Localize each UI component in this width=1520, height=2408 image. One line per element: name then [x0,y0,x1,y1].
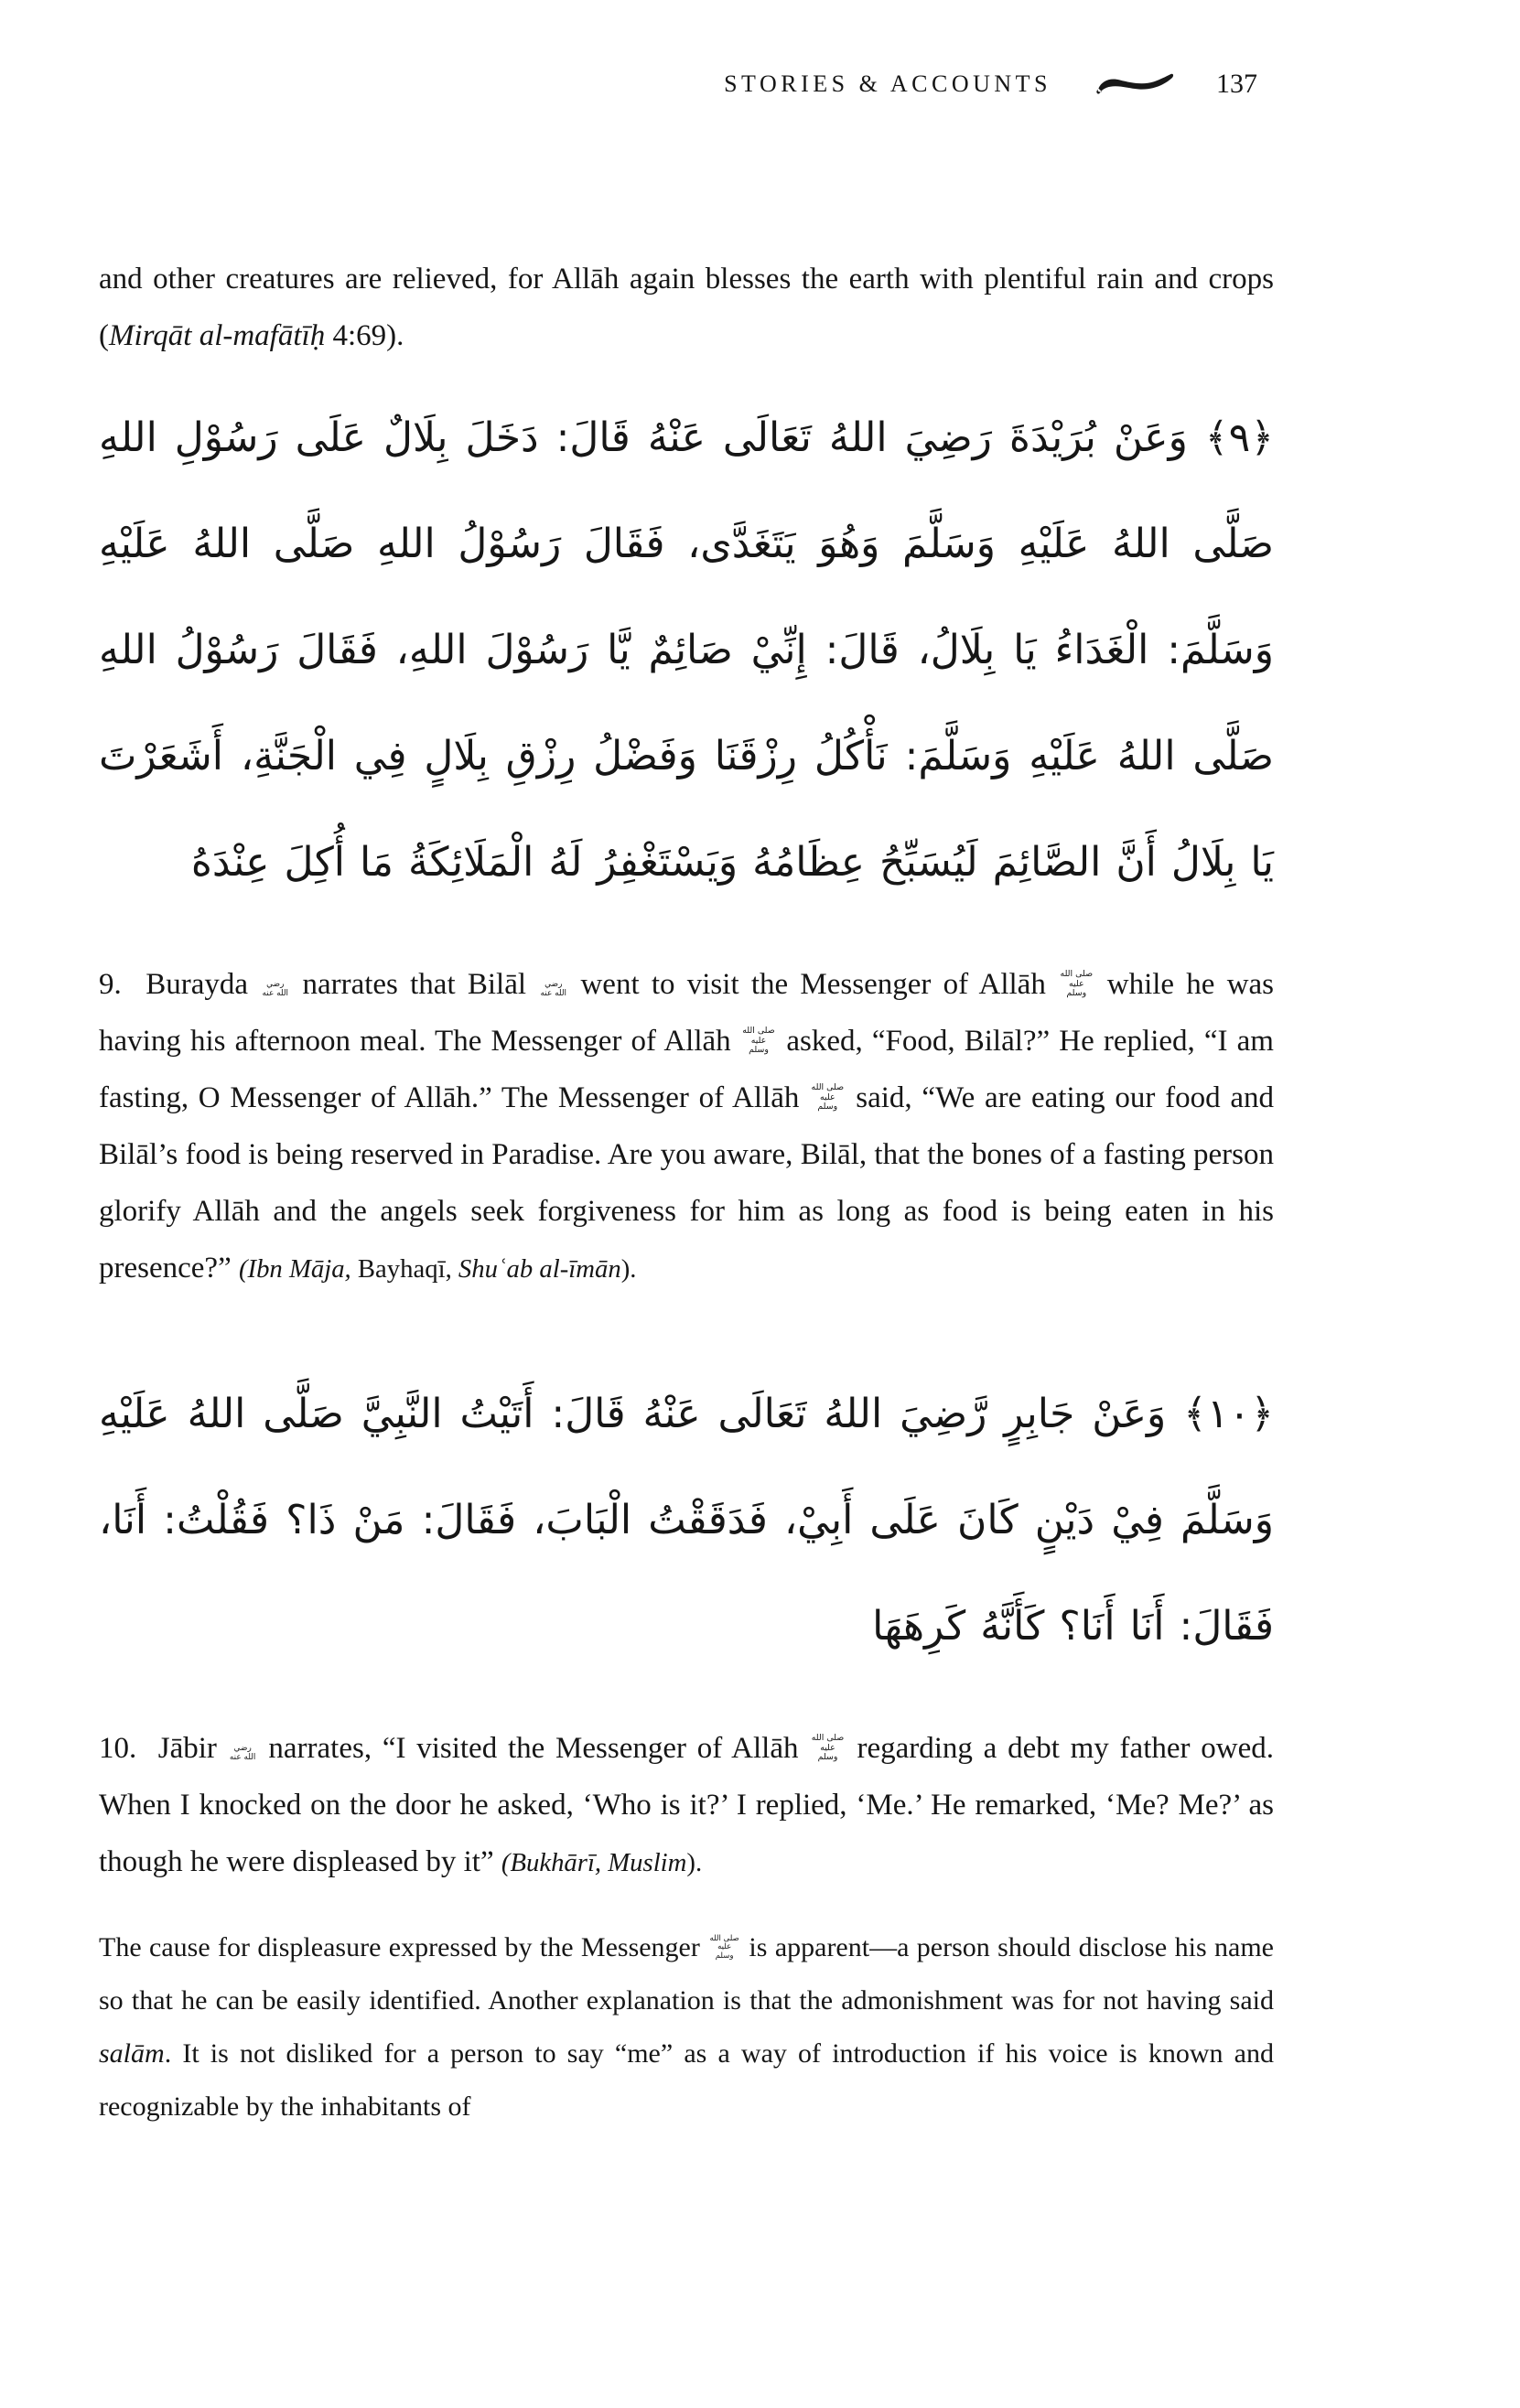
hadith-number: 10. [99,1732,158,1765]
running-header [99,68,1274,101]
hadith-number: 9. [99,968,146,1001]
text-run: Burayda [146,968,261,1001]
text-run: and other creatures are relieved, for Allāh again blesses the earth with plentiful rain and crops ( [99,263,1274,352]
hadith-10-arabic: ﴿١٠﴾ وَعَنْ جَابِرٍ رَّضِيَ اللهُ تَعَالَى عَنْهُ قَالَ: أَتَيْتُ النَّبِيَّ صَلَّى اللهُ عَلَيْهِ وَسَلَّمَ فِيْ دَيْنٍ كَانَ عَلَى أَبِيْ، فَدَقَقْتُ الْبَابَ، فَقَالَ: مَنْ ذَا؟ فَقُلْتُ: أَنَا، فَقَالَ: أَنَا أَنَا؟ كَأَنَّهُ كَرِهَهَا [99,1391,1274,1650]
section-title: STORIES & ACCOUNTS [724,70,1051,97]
text-run: while he was having his afternoon meal. The Messenger of Allāh [99,968,1275,1058]
page-number: 137 [1216,69,1257,99]
italic-text: Mirqāt al-mafātīḥ [109,319,326,352]
text-run: narrates that Bilāl [290,968,539,1001]
italic-text: salām [99,2038,165,2069]
honorific-saw-symbol: صلى الله عليه وسلم [709,1933,739,1961]
citation-text: Bayhaqī, [350,1254,458,1284]
citation-text: ). [686,1848,703,1877]
swash-ornament-icon [1092,70,1176,98]
text-run: went to visit the Messenger of Allāh [568,968,1059,1001]
text-run: . It is not disliked for a person to say “me” as a way of introduction if his voice is known and recognizable by the inhabitants of [99,2038,1274,2122]
text-run: narrates, “I visited the Messenger of Allāh [257,1732,810,1765]
honorific-saw-symbol: صلى الله عليه وسلم [811,1082,845,1113]
honorific-rda-symbol: رضي الله عنه [540,979,567,998]
hadith-10-translation [99,1720,1274,1891]
honorific-saw-symbol: صلى الله عليه وسلم [742,1026,775,1056]
citation-title-italic: (Bukhārī, Muslim [501,1848,687,1877]
text-run: Jābir [157,1732,228,1765]
text-run: said, “We are eating our food and Bilāl’s food is being reserved in Paradise. Are you aware, Bilāl, that the bones of a fasting person glorify Allāh and the angels seek forgiveness for him as long as food is being eaten in his presence?” [99,1081,1274,1285]
text-run: regarding a debt my father owed. When I knocked on the door he asked, ‘Who is it?’ I replied, ‘Me.’ He remarked, ‘Me? Me?’ as though he were displeased by it” [99,1732,1274,1878]
hadith-9-translation [99,956,1274,1297]
citation-text: ). [620,1254,637,1284]
honorific-saw-symbol: صلى الله عليه وسلم [811,1733,845,1763]
honorific-rda-symbol: رضي الله عنه [262,979,289,998]
text-run: asked, “Food, Bilāl?” He replied, “I am fasting, O Messenger of Allāh.” The Messenger of Allāh [99,1025,1274,1114]
text-run: The cause for displeasure expressed by the Messenger [99,1932,708,1962]
citation-title-italic: (Ibn Māja, [238,1254,351,1284]
text-run: 4:69). [325,319,404,352]
honorific-rda-symbol: رضي الله عنه [229,1743,256,1762]
text-column [99,0,1274,2161]
commentary-paragraph [99,1921,1274,2134]
hadith-9-arabic: ﴿٩﴾ وَعَنْ بُرَيْدَةَ رَضِيَ اللهُ تَعَالَى عَنْهُ قَالَ: دَخَلَ بِلَالٌ عَلَى رَسُوْلِ اللهِ صَلَّى اللهُ عَلَيْهِ وَسَلَّمَ وَهُوَ يَتَغَدَّى، فَقَالَ رَسُوْلُ اللهِ صَلَّى اللهُ عَلَيْهِ وَسَلَّمَ: الْغَدَاءُ يَا بِلَالُ، قَالَ: إِنِّيْ صَائِمٌ يَّا رَسُوْلَ اللهِ، فَقَالَ رَسُوْلُ اللهِ صَلَّى اللهُ عَلَيْهِ وَسَلَّمَ: نَأْكُلُ رِزْقَنَا وَفَضْلُ رِزْقِ بِلَالٍ فِي الْجَنَّةِ، أَشَعَرْتَ يَا بِلَالُ أَنَّ الصَّائِمَ لَيُسَبِّحُ عِظَامُهُ وَيَسْتَغْفِرُ لَهُ الْمَلَائِكَةُ مَا أُكِلَ عِنْدَهُ [99,414,1274,886]
honorific-saw-symbol: صلى الله عليه وسلم [1060,969,1094,999]
citation-title-italic: Shuʿab al-īmān [458,1254,621,1284]
intro-paragraph [99,251,1274,364]
text-run: is apparent—a person should disclose his name so that he can be easily identified. Another explanation is that the admonishment was for not having said [99,1932,1274,2016]
